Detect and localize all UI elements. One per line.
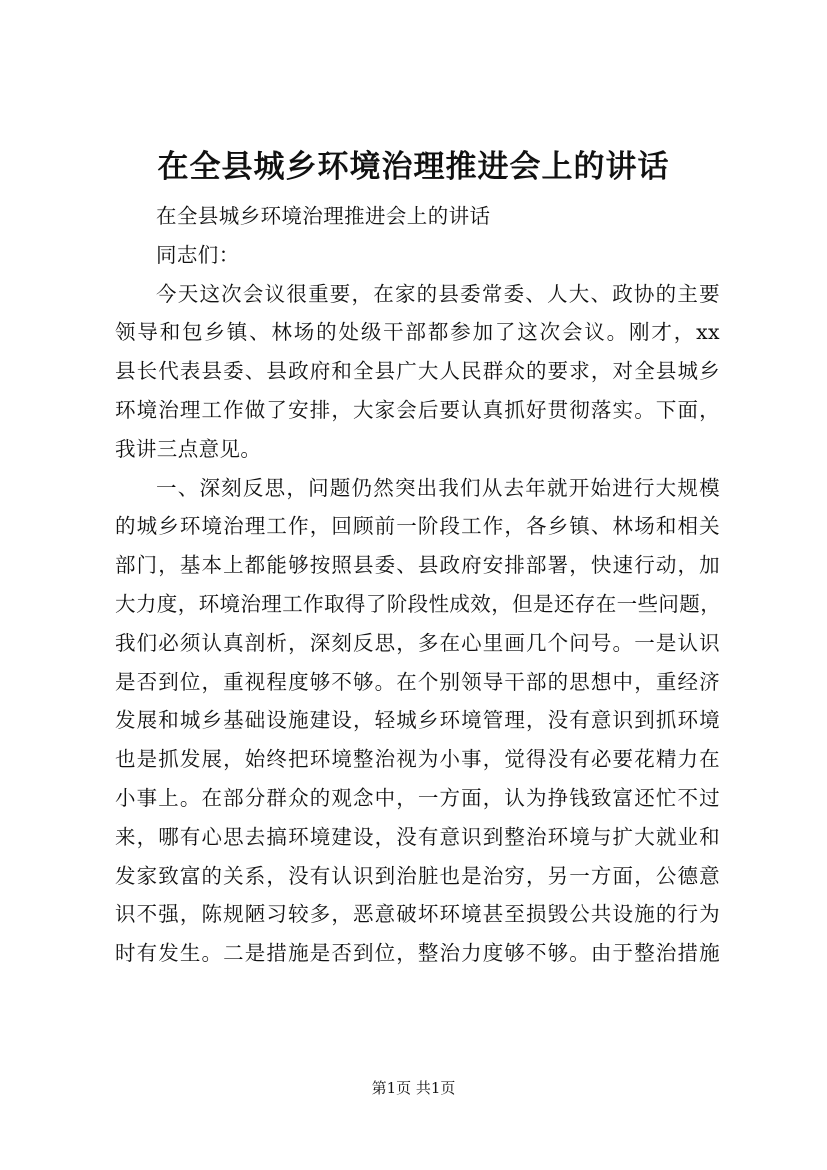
- paragraph-line: 是否到位，重视程度够不够。在个别领导干部的思想中，重经济: [115, 669, 720, 694]
- paragraph-line: 的城乡环境治理工作，回顾前一阶段工作，各乡镇、林场和相关: [115, 514, 720, 539]
- paragraph-line: 我讲三点意见。: [115, 436, 262, 461]
- paragraph-line: 一、深刻反思，问题仍然突出我们从去年就开始进行大规模: [156, 475, 720, 500]
- paragraph-line: 时有发生。二是措施是否到位，整治力度够不够。由于整治措施: [115, 941, 720, 966]
- paragraph-line: 识不强，陈规陋习较多，恶意破坏环境甚至损毁公共设施的行为: [115, 902, 720, 927]
- paragraph-line: 来，哪有心思去搞环境建设，没有意识到整治环境与扩大就业和: [115, 824, 720, 849]
- paragraph-line: 大力度，环境治理工作取得了阶段性成效，但是还存在一些问题，: [115, 591, 722, 616]
- paragraph-line: 发展和城乡基础设施建设，轻城乡环境管理，没有意识到抓环境: [115, 708, 720, 733]
- paragraph-line: 领导和包乡镇、林场的处级干部都参加了这次会议。刚才，xx: [115, 320, 720, 345]
- document-title: 在全县城乡环境治理推进会上的讲话: [157, 149, 670, 185]
- document-body: [115, 197, 720, 973]
- paragraph-line: 今天这次会议很重要，在家的县委常委、人大、政协的主要: [156, 281, 720, 306]
- paragraph-line: 部门，基本上都能够按照县委、县政府安排部署，快速行动，加: [115, 553, 720, 578]
- salutation-line: 同志们：: [156, 242, 240, 267]
- page-number-footer: 第1页 共1页: [371, 1079, 456, 1097]
- paragraph-line: 也是抓发展，始终把环境整治视为小事，觉得没有必要花精力在: [115, 747, 720, 772]
- paragraph-line: 环境治理工作做了安排，大家会后要认真抓好贯彻落实。下面，: [115, 397, 720, 422]
- paragraph-line: 我们必须认真剖析，深刻反思，多在心里画几个问号。一是认识: [115, 630, 720, 655]
- paragraph-line: 县长代表县委、县政府和全县广大人民群众的要求，对全县城乡: [115, 359, 720, 384]
- paragraph-line: 小事上。在部分群众的观念中，一方面，认为挣钱致富还忙不过: [115, 785, 720, 810]
- paragraph-line: 发家致富的关系，没有认识到治脏也是治穷，另一方面，公德意: [115, 863, 720, 888]
- subtitle-line: 在全县城乡环境治理推进会上的讲话: [156, 204, 491, 228]
